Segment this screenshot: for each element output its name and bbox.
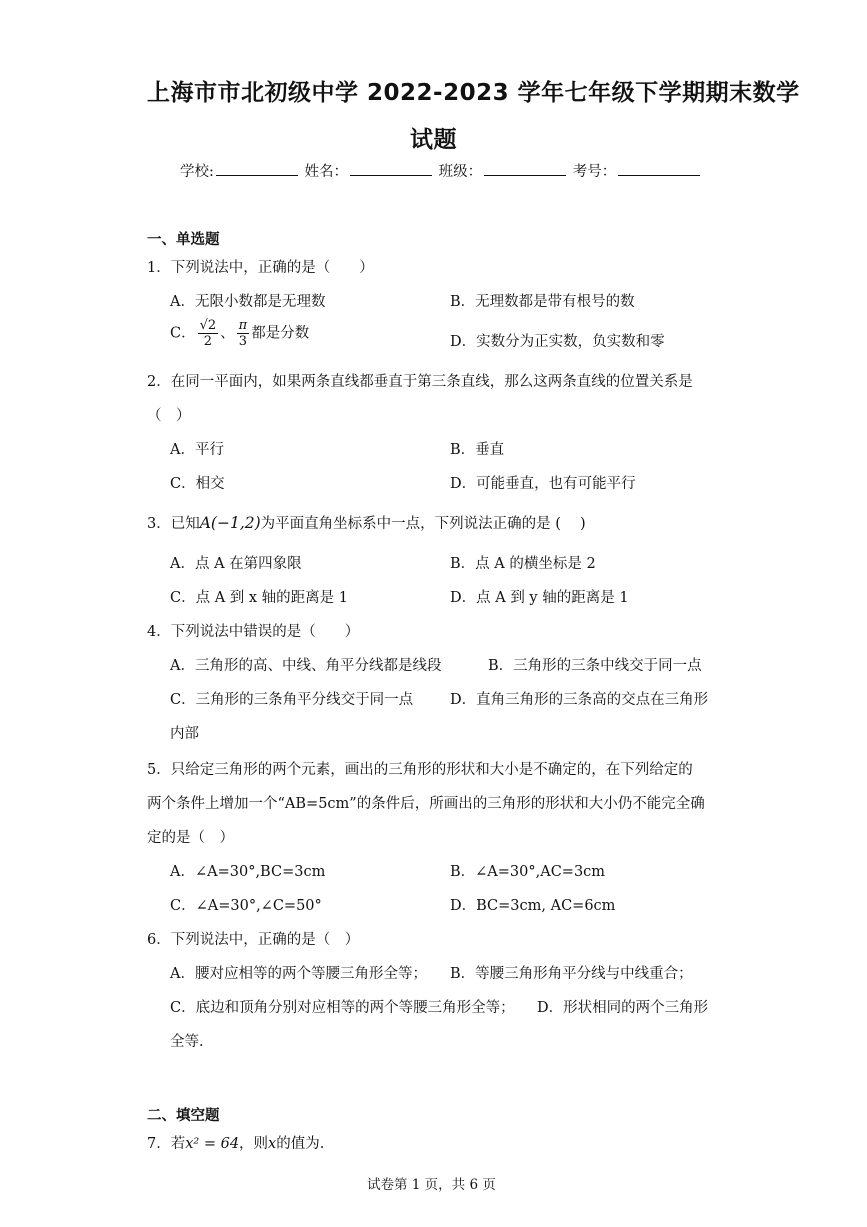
question-3-option-a: A．点 A 在第四象限 <box>170 556 302 572</box>
question-1-option-b: B．无理数都是带有根号的数 <box>450 294 635 310</box>
option-c-suffix: 都是分数 <box>251 325 310 342</box>
question-2-option-a: A．平行 <box>170 442 224 458</box>
question-7-stem <box>147 1132 324 1153</box>
question-5-option-a: A．∠A=30°,BC=3cm <box>170 864 326 880</box>
question-4-option-d-cont: 内部 <box>170 726 199 742</box>
section-heading-single-choice: 一、单选题 <box>147 232 220 248</box>
question-5-stem-line2: 两个条件上增加一个“AB=5cm”的条件后，所画出的三角形的形状和大小仍不能完全确 <box>147 796 705 812</box>
name-label: 姓名： <box>304 164 348 180</box>
fraction-numerator: √2 <box>199 318 217 333</box>
question-5-stem-line3: 定的是（ ） <box>147 830 234 846</box>
class-blank[interactable] <box>484 161 566 176</box>
exam-number-blank[interactable] <box>618 161 700 176</box>
question-2-option-d: D．可能垂直，也有可能平行 <box>450 476 636 492</box>
question-1-option-a: A．无限小数都是无理数 <box>170 294 326 310</box>
school-label: 学校: <box>180 164 214 180</box>
option-c-prefix: C． <box>170 325 196 342</box>
question-7-post: 的值为. <box>276 1136 325 1152</box>
fraction-numerator: π <box>238 318 248 333</box>
point-a-coordinates: A(−1,2) <box>199 514 261 532</box>
student-info-line <box>180 160 702 181</box>
question-3-option-c: C．点 A 到 x 轴的距离是 1 <box>170 590 349 606</box>
question-6-option-c: C．底边和顶角分别对应相等的两个等腰三角形全等； <box>170 1000 515 1016</box>
fraction-pi-over-3 <box>237 318 250 349</box>
question-3-stem-pre: 3．已知 <box>147 516 200 532</box>
question-6-option-b: B．等腰三角形角平分线与中线重合； <box>450 966 693 982</box>
question-5-option-b: B．∠A=30°,AC=3cm <box>450 864 606 880</box>
question-2-stem: 2．在同一平面内，如果两条直线都垂直于第三条直线，那么这两条直线的位置关系是 <box>147 374 693 390</box>
question-4-option-c: C．三角形的三条角平分线交于同一点 <box>170 692 414 708</box>
option-c-separator: 、 <box>220 325 235 342</box>
name-blank[interactable] <box>350 161 432 176</box>
question-5-option-c: C．∠A=30°,∠C=50° <box>170 898 322 914</box>
page-title: 上海市市北初级中学 2022-2023 学年七年级下学期期末数学 <box>147 80 800 106</box>
question-2-stem-cont: （ ） <box>147 408 191 424</box>
question-6-stem: 6．下列说法中，正确的是（ ） <box>147 932 360 948</box>
question-7-mid: ，则 <box>239 1136 269 1152</box>
variable-x: x <box>268 1136 277 1152</box>
page-footer: 试卷第 1 页，共 6 页 <box>367 1177 496 1193</box>
question-3-option-b: B．点 A 的横坐标是 2 <box>450 556 596 572</box>
question-3-stem-post: 为平面直角坐标系中一点，下列说法正确的是 ( ) <box>260 516 586 532</box>
question-4-option-d: D．直角三角形的三条高的交点在三角形 <box>450 692 709 708</box>
fraction-denominator: 3 <box>238 334 248 349</box>
question-4-option-a: A．三角形的高、中线、角平分线都是线段 <box>170 658 442 674</box>
question-1-option-d: D．实数分为正实数，负实数和零 <box>450 334 665 350</box>
class-label: 班级： <box>438 164 483 180</box>
question-5-option-d: D．BC=3cm, AC=6cm <box>450 898 616 914</box>
question-5-stem: 5．只给定三角形的两个元素，画出的三角形的形状和大小是不确定的，在下列给定的 <box>147 762 693 778</box>
question-2-option-c: C．相交 <box>170 476 225 492</box>
exam-number-label: 考号： <box>572 164 617 180</box>
fraction-sqrt2-over-2 <box>198 318 219 349</box>
question-3-option-d: D．点 A 到 y 轴的距离是 1 <box>450 590 629 606</box>
section-heading-fill-in: 二、填空题 <box>147 1108 220 1124</box>
question-2-option-b: B．垂直 <box>450 442 505 458</box>
fraction-denominator: 2 <box>203 334 213 349</box>
school-blank[interactable] <box>216 161 298 176</box>
question-6-option-d: D．形状相同的两个三角形 <box>537 1000 709 1016</box>
question-3-stem <box>147 512 586 533</box>
question-1-option-c <box>170 318 309 349</box>
question-7-pre: 7．若 <box>147 1136 186 1152</box>
question-4-stem: 4．下列说法中错误的是（ ） <box>147 624 360 640</box>
question-6-option-a: A．腰对应相等的两个等腰三角形全等； <box>170 966 427 982</box>
question-1-stem: 1．下列说法中，正确的是（ ） <box>147 260 374 276</box>
equation-x-squared: x² = 64 <box>185 1136 240 1152</box>
question-6-option-d-cont: 全等. <box>170 1034 204 1050</box>
question-4-option-b: B．三角形的三条中线交于同一点 <box>488 658 702 674</box>
page-title-line2: 试题 <box>410 127 457 153</box>
